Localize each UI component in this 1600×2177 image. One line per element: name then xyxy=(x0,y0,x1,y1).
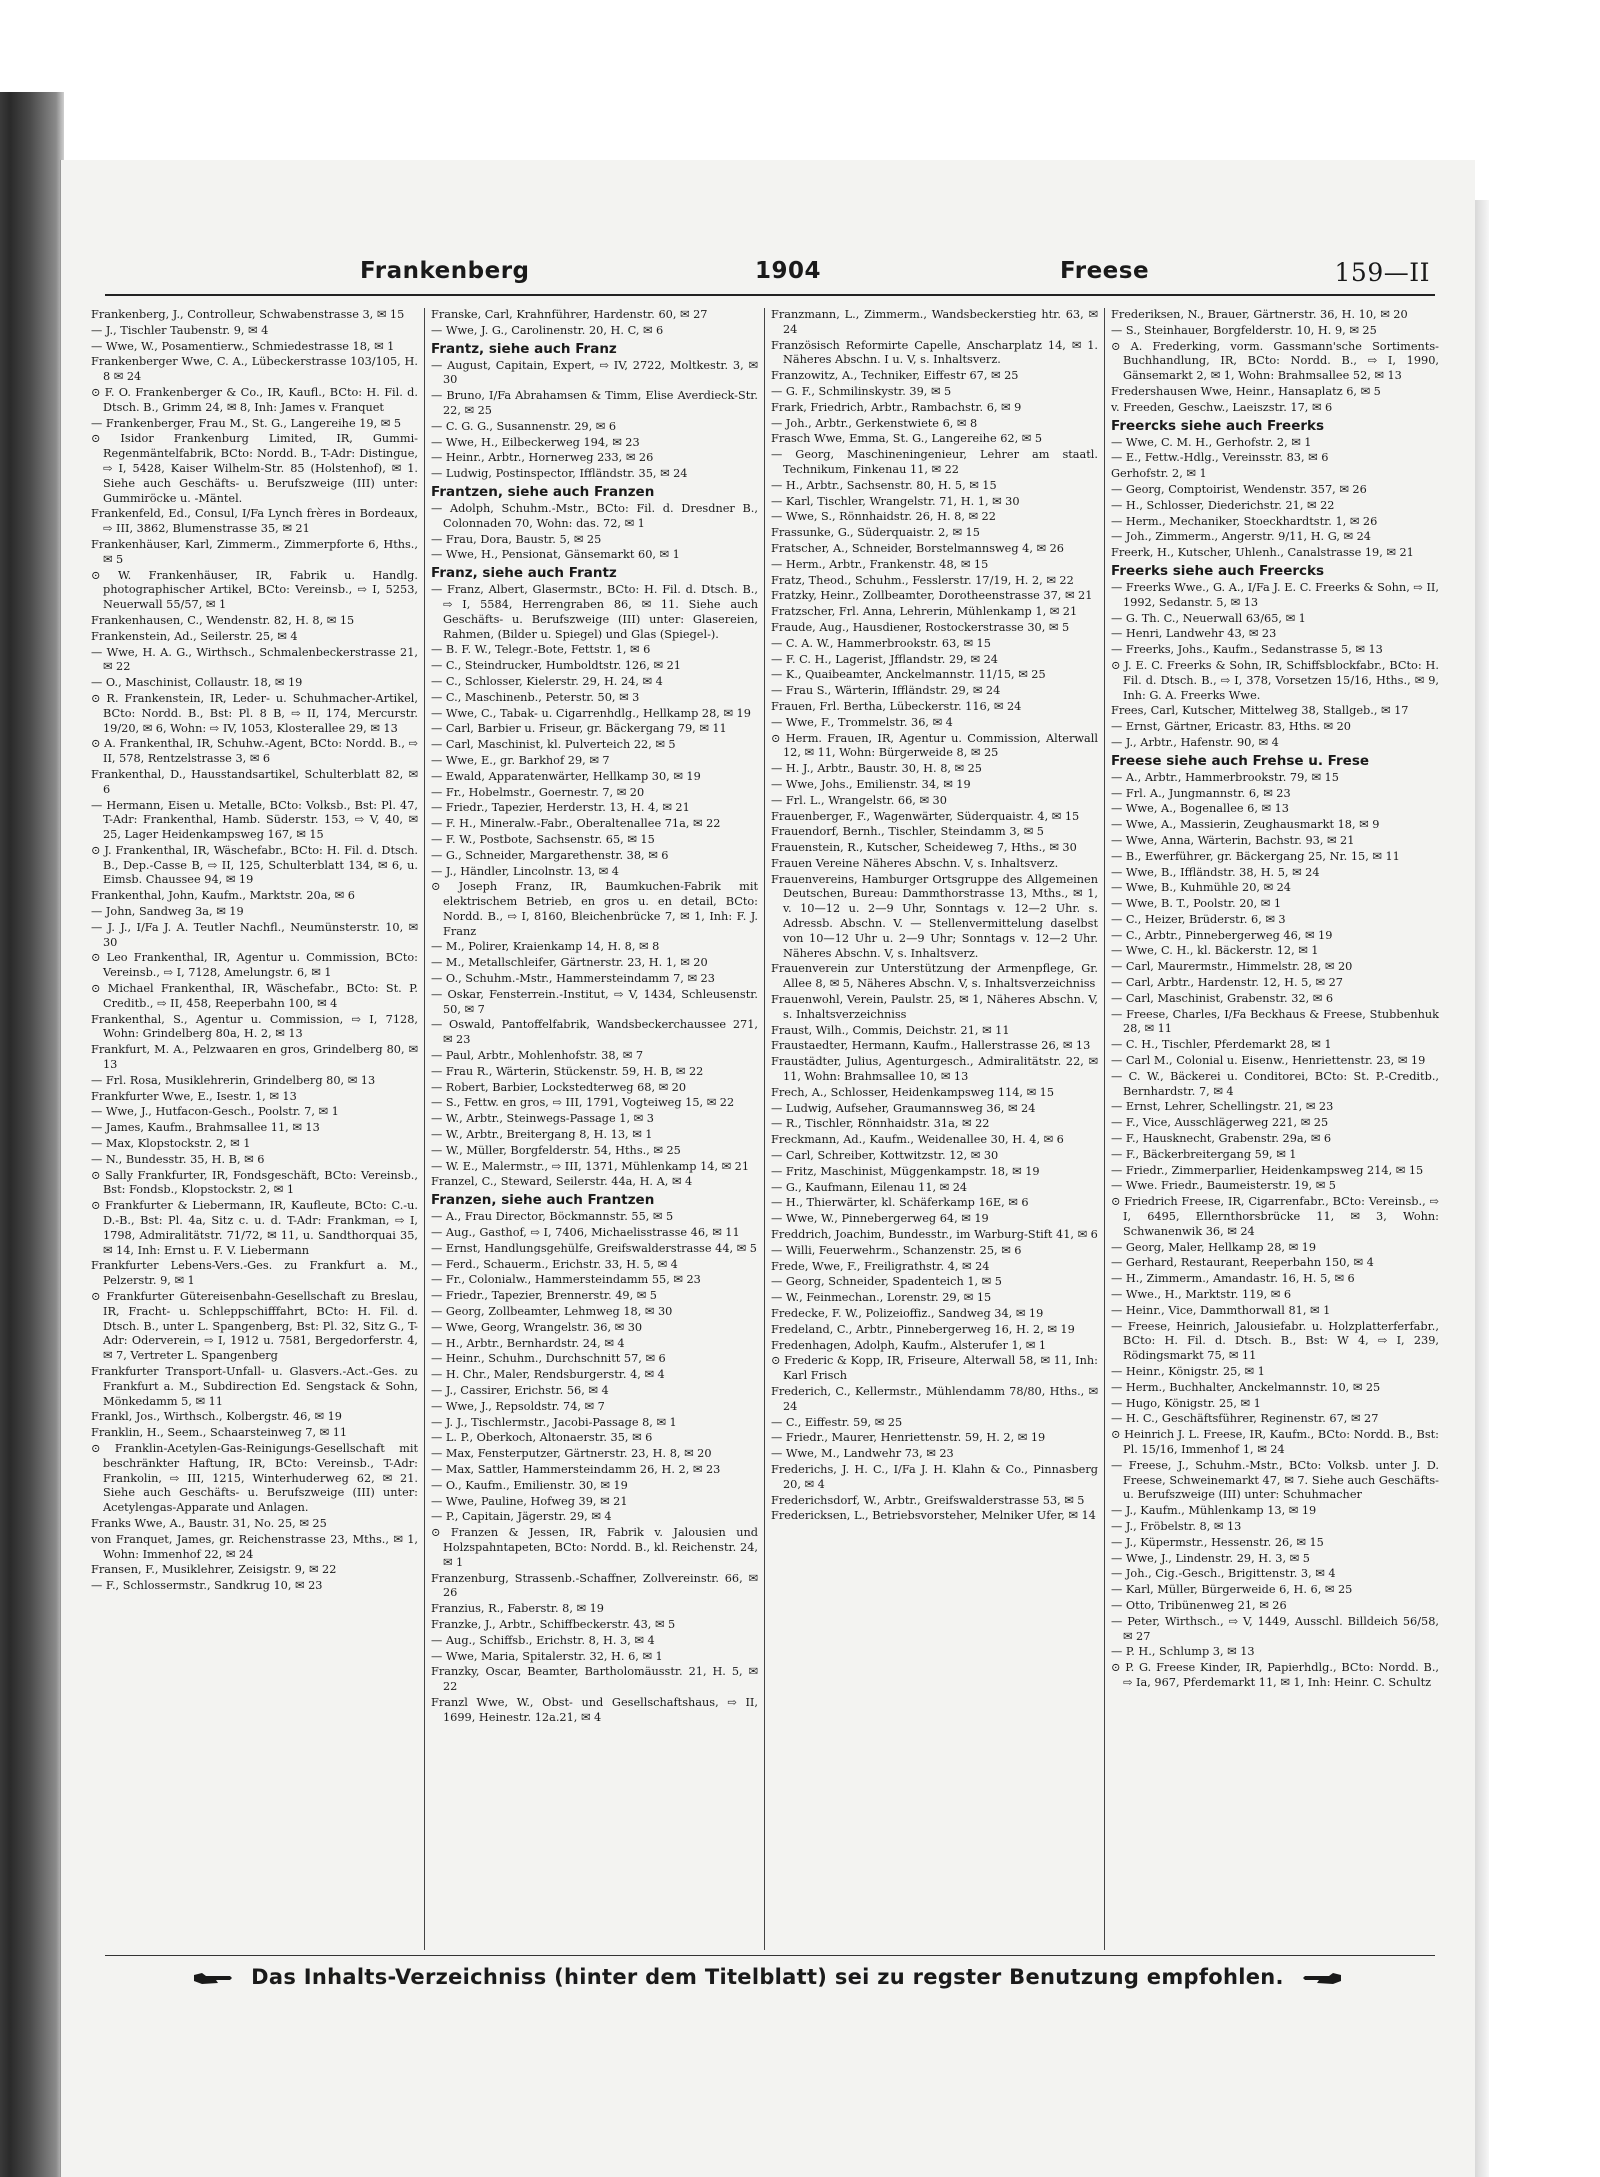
directory-entry: — Freese, J., Schuhm.-Mstr., BCto: Volksb. unter J. D. Freese, Schweinemarkt 47, ✉ 7. Siehe auch Geschäfts- u. Berufszweige (III) unter: Schuhmacher xyxy=(1111,1458,1439,1502)
directory-entry: — C., Steindrucker, Humboldtstr. 126, ✉ 21 xyxy=(431,659,681,673)
directory-entry: Frasch Wwe, Emma, St. G., Langereihe 62, ✉ 5 xyxy=(771,432,1043,446)
directory-entry: Frauenberger, F., Wagenwärter, Süderquaistr. 4, ✉ 15 xyxy=(771,809,1080,823)
directory-entry: Fredershausen Wwe, Heinr., Hansaplatz 6, ✉ 5 xyxy=(1111,384,1381,398)
header-last-entry: Freese xyxy=(1060,258,1150,284)
directory-entry: — Ernst, Handlungsgehülfe, Greifswalderstrasse 44, ✉ 5 xyxy=(431,1241,757,1255)
directory-entry: Frankenstein, Ad., Seilerstr. 25, ✉ 4 xyxy=(91,629,298,643)
directory-entry: — Freerks Wwe., G. A., I/Fa J. E. C. Freerks & Sohn, ⇨ II, 1992, Sedanstr. 5, ✉ 13 xyxy=(1111,580,1439,609)
directory-entry: — Friedr., Maurer, Henriettenstr. 59, H. 2, ✉ 19 xyxy=(771,1431,1046,1445)
directory-entry: ⊙ Leo Frankenthal, IR, Agentur u. Commission, BCto: Vereinsb., ⇨ I, 7128, Amelungstr. 6, ✉ 1 xyxy=(91,951,418,980)
directory-entry: — B., Ewerführer, gr. Bäckergang 25, Nr. 15, ✉ 11 xyxy=(1111,849,1400,863)
directory-entry: — F. H., Mineralw.-Fabr., Oberaltenallee 71a, ✉ 22 xyxy=(431,817,721,831)
directory-entry: Gerhofstr. 2, ✉ 1 xyxy=(1111,467,1207,481)
directory-entry: — H., Thierwärter, kl. Schäferkamp 16E, ✉ 6 xyxy=(771,1196,1029,1210)
directory-entry: — Ferd., Schauerm., Erichstr. 33, H. 5, ✉ 4 xyxy=(431,1257,678,1271)
directory-entry: — Georg, Zollbeamter, Lehmweg 18, ✉ 30 xyxy=(431,1305,673,1319)
directory-entry: — J., Cassirer, Erichstr. 56, ✉ 4 xyxy=(431,1384,609,1397)
directory-entry: — H., Arbtr., Sachsenstr. 80, H. 5, ✉ 15 xyxy=(771,478,997,492)
directory-entry: — N., Bundesstr. 35, H. B, ✉ 6 xyxy=(91,1152,265,1166)
directory-entry: — Fr., Colonialw., Hammersteindamm 55, ✉ 23 xyxy=(431,1273,701,1287)
directory-entry: — Bruno, I/Fa Abrahamsen & Timm, Elise Averdieck-Str. 22, ✉ 25 xyxy=(431,389,758,417)
directory-entry: — Karl, Müller, Bürgerweide 6, H. 6, ✉ 25 xyxy=(1111,1583,1353,1597)
directory-entry: — J., Händler, Lincolnstr. 13, ✉ 4 xyxy=(431,864,619,878)
directory-entry: — J. J., I/Fa J. A. Teutler Nachfl., Neumünsterstr. 10, ✉ 30 xyxy=(91,920,418,949)
directory-entry: — A., Arbtr., Hammerbrookstr. 79, ✉ 15 xyxy=(1111,770,1339,784)
directory-entry: — L. P., Oberkoch, Altonaerstr. 35, ✉ 6 xyxy=(431,1431,653,1445)
directory-entry: Frankenberger Wwe, C. A., Lübeckerstrasse 103/105, H. 8 ✉ 24 xyxy=(91,355,418,384)
directory-entry: — J., Tischler Taubenstr. 9, ✉ 4 xyxy=(91,323,269,337)
directory-entry: — Wwe, B. T., Poolstr. 20, ✉ 1 xyxy=(1111,897,1282,911)
directory-entry: — Peter, Wirthsch., ⇨ V, 1449, Ausschl. Billdeich 56/58, ✉ 27 xyxy=(1111,1614,1439,1643)
directory-entry: — Georg, Maschineningenieur, Lehrer am staatl. Technikum, Finkenau 11, ✉ 22 xyxy=(771,448,1098,476)
directory-entry: — Frau, Dora, Baustr. 5, ✉ 25 xyxy=(431,532,602,546)
footer-rule xyxy=(105,1955,1435,1956)
directory-entry: — Wwe, Georg, Wrangelstr. 36, ✉ 30 xyxy=(431,1320,643,1334)
directory-entry: — Aug., Schiffsb., Erichstr. 8, H. 3, ✉ 4 xyxy=(431,1633,655,1647)
directory-entry: Fratzscher, Frl. Anna, Lehrerin, Mühlenkamp 1, ✉ 21 xyxy=(771,605,1078,619)
directory-entry: — Wwe, M., Landwehr 73, ✉ 23 xyxy=(771,1447,954,1461)
directory-entry: — C. A. W., Hammerbrookstr. 63, ✉ 15 xyxy=(771,636,991,650)
directory-entry: Frederich, C., Kellermstr., Mühlendamm 78/80, Hths., ✉ 24 xyxy=(771,1384,1098,1413)
directory-entry: ⊙ F. O. Frankenberger & Co., IR, Kaufl., BCto: H. Fil. d. Dtsch. B., Grimm 24, ✉ 8, Inh: James v. Franquet xyxy=(91,385,418,414)
directory-entry: ⊙ Frankfurter & Liebermann, IR, Kaufleute, BCto: C.-u. D.-B., Bst: Pl. 4a, Sitz c. u. d. T-Adr: Frankman, ⇨ I, 1798, Admiralitätstr. 71/72, ✉ 11, u. Sandthorquai 35, ✉ 14, Inh: Ernst u. F. V. Liebermann xyxy=(91,1199,418,1257)
pointing-hand-left-icon xyxy=(1301,1969,1343,1987)
directory-entry: — Wwe, H. A. G., Wirthsch., Schmalenbeckerstrasse 21, ✉ 22 xyxy=(91,645,418,674)
directory-entry: — H., Zimmerm., Amandastr. 16, H. 5, ✉ 6 xyxy=(1111,1272,1355,1286)
directory-entry: — G., Kaufmann, Eilenau 11, ✉ 24 xyxy=(771,1180,968,1194)
directory-entry: — Karl, Tischler, Wrangelstr. 71, H. 1, ✉ 30 xyxy=(771,494,1020,508)
directory-entry: ⊙ Herm. Frauen, IR, Agentur u. Commission, Alterwall 12, ✉ 11, Wohn: Bürgerweide 8, ✉ 25 xyxy=(771,731,1098,760)
directory-entry: — Gerhard, Restaurant, Reeperbahn 150, ✉ 4 xyxy=(1111,1256,1374,1270)
directory-column xyxy=(1105,308,1445,1950)
directory-entry: — W., Feinmechan., Lorenstr. 29, ✉ 15 xyxy=(771,1291,992,1305)
directory-entry: — M., Metallschleifer, Gärtnerstr. 23, H. 1, ✉ 20 xyxy=(431,956,708,970)
directory-entry: ⊙ W. Frankenhäuser, IR, Fabrik u. Handlg. photographischer Artikel, BCto: Vereinsb., ⇨ I, 5253, Neuerwall 55/57, ✉ 1 xyxy=(91,568,418,612)
directory-entry: — Wwe, W., Posamentierw., Schmiedestrasse 18, ✉ 1 xyxy=(91,339,395,353)
directory-entry: Frark, Friedrich, Arbtr., Rambachstr. 6, ✉ 9 xyxy=(771,400,1022,414)
directory-entry: — Friedr., Zimmerparlier, Heidenkampsweg 214, ✉ 15 xyxy=(1111,1163,1424,1177)
directory-entry: Frauendorf, Bernh., Tischler, Steindamm 3, ✉ 5 xyxy=(771,825,1044,839)
directory-entry: ⊙ Joseph Franz, IR, Baumkuchen-Fabrik mit elektrischem Betrieb, en gros u. en detail, BCto: Nordd. B., ⇨ I, 8160, Bleichenbrücke 7, ✉ 1, Inh: F. J. Franz xyxy=(431,880,758,938)
directory-entry: — Wwe, Johs., Emilienstr. 34, ✉ 19 xyxy=(771,777,971,791)
directory-entry: Frantzen, siehe auch Franzen xyxy=(431,483,655,500)
directory-entry: Franzel, C., Steward, Seilerstr. 44a, H. A, ✉ 4 xyxy=(431,1175,693,1189)
directory-entry: ⊙ Heinrich J. L. Freese, IR, Kaufm., BCto: Nordd. B., Bst: Pl. 15/16, Immenhof 1, ✉ 24 xyxy=(1111,1428,1439,1456)
directory-entry: Fredenhagen, Adolph, Kaufm., Alsterufer 1, ✉ 1 xyxy=(771,1338,1047,1352)
directory-entry: — Joh., Cig.-Gesch., Brigittenstr. 3, ✉ 4 xyxy=(1111,1567,1336,1581)
directory-entry: — H. Chr., Maler, Rendsburgerstr. 4, ✉ 4 xyxy=(431,1368,665,1382)
directory-entry: — Wwe, J., Hutfacon-Gesch., Poolstr. 7, ✉ 1 xyxy=(91,1105,339,1119)
directory-entry: — Hugo, Königstr. 25, ✉ 1 xyxy=(1111,1396,1261,1410)
directory-entry: — Heinr., Königstr. 25, ✉ 1 xyxy=(1111,1365,1265,1378)
directory-entry: Freerks siehe auch Freercks xyxy=(1111,562,1325,579)
directory-entry: — Joh., Arbtr., Gerkenstwiete 6, ✉ 8 xyxy=(771,416,978,430)
directory-entry: — P., Capitain, Jägerstr. 29, ✉ 4 xyxy=(431,1510,612,1524)
directory-entry: Frauen Vereine Näheres Abschn. V, s. Inhaltsverz. xyxy=(771,856,1059,870)
directory-entry: — Paul, Arbtr., Mohlenhofstr. 38, ✉ 7 xyxy=(431,1049,644,1063)
directory-entry: — E., Fettw.-Hdlg., Vereinsstr. 83, ✉ 6 xyxy=(1111,451,1329,465)
directory-entry: Freckmann, Ad., Kaufm., Weidenallee 30, H. 4, ✉ 6 xyxy=(771,1133,1064,1147)
directory-entry: ⊙ Michael Frankenthal, IR, Wäschefabr., BCto: St. P. Creditb., ⇨ II, 458, Reeperbahn 100, ✉ 4 xyxy=(91,982,418,1010)
directory-entry: — C. H., Tischler, Pferdemarkt 28, ✉ 1 xyxy=(1111,1038,1332,1052)
directory-entry: Frankenhäuser, Karl, Zimmerm., Zimmerpforte 6, Hths., ✉ 5 xyxy=(91,537,418,566)
directory-entry: Frederichs, J. H. C., I/Fa J. H. Klahn & Co., Pinnasberg 20, ✉ 4 xyxy=(771,1462,1098,1491)
directory-entry: — Wwe. Friedr., Baumeisterstr. 19, ✉ 5 xyxy=(1111,1179,1336,1193)
directory-entry: — Wwe, J., Repsoldstr. 74, ✉ 7 xyxy=(431,1399,605,1413)
directory-entry: — Ewald, Apparatenwärter, Hellkamp 30, ✉ 19 xyxy=(431,769,701,783)
directory-entry: — Frl. A., Jungmannstr. 6, ✉ 23 xyxy=(1111,786,1291,800)
directory-entry: Frankl, Jos., Wirthsch., Kolbergstr. 46, ✉ 19 xyxy=(91,1410,342,1424)
directory-entry: ⊙ Friedrich Freese, IR, Cigarrenfabr., BCto: Vereinsb., ⇨ I, 6495, Ellernthorsbrücke 11, ✉ 3, Wohn: Schwanenwik 36, ✉ 24 xyxy=(1111,1195,1439,1238)
directory-entry: — Wwe, C. H., kl. Bäckerstr. 12, ✉ 1 xyxy=(1111,944,1319,958)
directory-entry: — C., Maschinenb., Peterstr. 50, ✉ 3 xyxy=(431,690,640,704)
directory-entry: Frauenvereins, Hamburger Ortsgruppe des Allgemeinen Deutschen, Bureau: Dammthorstrasse 13, Mths., ✉ 1, v. 10—12 u. 2—9 Uhr, Sonntags v. 12—2 Uhr. s. Adressb. Abschn. V. — Stellenvermittelung daselbst von 10—12 Uhr u. 2—9 Uhr; Sonntags v. 12—2 Uhr. Näheres Abschn. V, s. Inhaltsverz. xyxy=(771,872,1098,960)
directory-entry: — Wwe, H., Eilbeckerweg 194, ✉ 23 xyxy=(431,435,640,449)
directory-entry: — H., Schlosser, Diederichstr. 21, ✉ 22 xyxy=(1111,498,1335,512)
directory-entry: — Carl M., Colonial u. Eisenw., Henriettenstr. 23, ✉ 19 xyxy=(1111,1054,1426,1068)
directory-entry: — Wwe, W., Pinnebergerweg 64, ✉ 19 xyxy=(771,1212,989,1226)
directory-entry: — W. E., Malermstr., ⇨ III, 1371, Mühlenkamp 14, ✉ 21 xyxy=(431,1159,750,1173)
running-head xyxy=(105,254,1435,296)
directory-entry: Frankenthal, John, Kaufm., Marktstr. 20a, ✉ 6 xyxy=(91,889,355,903)
directory-entry: — Oswald, Pantoffelfabrik, Wandsbeckerchaussee 271, ✉ 23 xyxy=(431,1018,758,1047)
directory-entry: — Friedr., Tapezier, Brennerstr. 49, ✉ 5 xyxy=(431,1289,657,1303)
directory-entry: — S., Steinhauer, Borgfelderstr. 10, H. 9, ✉ 25 xyxy=(1111,323,1377,337)
directory-entry: — F., Bäckerbreitergang 59, ✉ 1 xyxy=(1111,1147,1297,1161)
directory-entry: Fratz, Theod., Schuhm., Fesslerstr. 17/19, H. 2, ✉ 22 xyxy=(771,573,1074,587)
directory-entry: — J. J., Tischlermstr., Jacobi-Passage 8, ✉ 1 xyxy=(431,1415,677,1429)
directory-entry: — O., Maschinist, Collaustr. 18, ✉ 19 xyxy=(91,676,303,690)
directory-entry: — Frl. L., Wrangelstr. 66, ✉ 30 xyxy=(771,793,947,807)
directory-entry: — C., Arbtr., Pinnebergerweg 46, ✉ 19 xyxy=(1111,928,1333,942)
pointing-hand-right-icon xyxy=(192,1969,234,1987)
directory-entry: — K., Quaibeamter, Anckelmannstr. 11/15, ✉ 25 xyxy=(771,668,1046,682)
directory-entry: Frankenthal, D., Hausstandsartikel, Schulterblatt 82, ✉ 6 xyxy=(91,767,418,796)
directory-entry: — Aug., Gasthof, ⇨ I, 7406, Michaelisstrasse 46, ✉ 11 xyxy=(431,1226,740,1240)
directory-entry: Frauen, Frl. Bertha, Lübeckerstr. 116, ✉ 24 xyxy=(771,699,1022,713)
directory-entry: Französisch Reformirte Capelle, Anscharplatz 14, ✉ 1. Näheres Abschn. I u. V, s. Inhaltsverz. xyxy=(771,338,1098,367)
directory-entry: — F. W., Postbote, Sachsenstr. 65, ✉ 15 xyxy=(431,832,655,846)
directory-entry: — S., Fettw. en gros, ⇨ III, 1791, Vogteiweg 15, ✉ 22 xyxy=(431,1096,735,1110)
directory-entry: — F. C. H., Lagerist, Jfflandstr. 29, ✉ 24 xyxy=(771,652,998,666)
directory-entry: — Wwe, S., Rönnhaidstr. 26, H. 8, ✉ 22 xyxy=(771,510,996,524)
directory-entry: Frankenhausen, C., Wendenstr. 82, H. 8, ✉ 15 xyxy=(91,613,355,627)
directory-entry: — Fr., Hobelmstr., Goernestr. 7, ✉ 20 xyxy=(431,785,645,799)
directory-entry: Freercks siehe auch Freerks xyxy=(1111,417,1325,434)
directory-entry: — Henri, Landwehr 43, ✉ 23 xyxy=(1111,627,1277,641)
directory-entry: — J., Fröbelstr. 8, ✉ 13 xyxy=(1111,1519,1242,1533)
directory-entry: ⊙ A. Frederking, vorm. Gassmann'sche Sortiments-Buchhandlung, IR, BCto: Nordd. B., ⇨ I, 1990, Gänsemarkt 2, ✉ 1, Wohn: Brahmsallee 52, ✉ 13 xyxy=(1111,339,1439,383)
directory-entry: — Friedr., Tapezier, Herderstr. 13, H. 4, ✉ 21 xyxy=(431,801,690,815)
directory-entry: — Max, Sattler, Hammersteindamm 26, H. 2, ✉ 23 xyxy=(431,1462,721,1476)
directory-entry: Frees, Carl, Kutscher, Mittelweg 38, Stallgeb., ✉ 17 xyxy=(1111,704,1409,718)
directory-entry: — Wwe, H., Pensionat, Gänsemarkt 60, ✉ 1 xyxy=(431,548,680,562)
directory-entry: Frech, A., Schlosser, Heidenkampsweg 114, ✉ 15 xyxy=(771,1085,1055,1099)
directory-entry: — O., Schuhm.-Mstr., Hammersteindamm 7, ✉ 23 xyxy=(431,972,715,986)
directory-entry: Frankfurter Lebens-Vers.-Ges. zu Frankfurt a. M., Pelzerstr. 9, ✉ 1 xyxy=(91,1259,418,1288)
directory-entry: ⊙ A. Frankenthal, IR, Schuhw.-Agent, BCto: Nordd. B., ⇨ II, 578, Rentzelstrasse 3, ✉ 6 xyxy=(91,737,418,766)
directory-entry: — W., Arbtr., Steinwegs-Passage 1, ✉ 3 xyxy=(431,1112,654,1126)
directory-entry: — Hermann, Eisen u. Metalle, BCto: Volksb., Bst: Pl. 47, T-Adr: Frankenthal, Hamb. Süderstr. 153, ⇨ V, 40, ✉ 25, Lager Heidenkampsweg 167, ✉ 15 xyxy=(91,798,418,842)
directory-entry: — Fritz, Maschinist, Müggenkampstr. 18, ✉ 19 xyxy=(771,1164,1040,1178)
directory-entry: Franzl Wwe, W., Obst- und Gesellschaftshaus, ⇨ II, 1699, Heinestr. 12a.21, ✉ 4 xyxy=(431,1695,758,1724)
directory-entry: — C., Schlosser, Kielerstr. 29, H. 24, ✉ 4 xyxy=(431,674,663,688)
directory-entry: — Wwe, E., gr. Barkhof 29, ✉ 7 xyxy=(431,753,610,767)
directory-entry: Franzke, J., Arbtr., Schiffbeckerstr. 43, ✉ 5 xyxy=(431,1617,676,1631)
directory-entry: — F., Vice, Ausschlägerweg 221, ✉ 25 xyxy=(1111,1116,1329,1130)
directory-entry: ⊙ Franklin-Acetylen-Gas-Reinigungs-Gesellschaft mit beschränkter Haftung, IR, BCto: Vereinsb., T-Adr: Frankolin, ⇨ III, 1215, Winterhuderweg 62, ✉ 21. Siehe auch Geschäfts- u. Berufszweige (III) unter: Acetylengas-Apparate und Anlagen. xyxy=(91,1441,418,1515)
directory-entry: — Carl, Schreiber, Kottwitzstr. 12, ✉ 30 xyxy=(771,1149,999,1163)
directory-entry: Franzenburg, Strassenb.-Schaffner, Zollvereinstr. 66, ✉ 26 xyxy=(431,1571,758,1600)
directory-entry: ⊙ J. Frankenthal, IR, Wäschefabr., BCto: H. Fil. d. Dtsch. B., Dep.-Casse B, ⇨ II, 125, Schulterblatt 134, ✉ 6, u. Eimsb. Chaussee 94, ✉ 19 xyxy=(91,843,418,887)
directory-entry: — B. F. W., Telegr.-Bote, Fettstr. 1, ✉ 6 xyxy=(431,643,651,657)
directory-entry: ⊙ Frankfurter Gütereisenbahn-Gesellschaft zu Breslau, IR, Fracht- u. Schleppschifffahrt, BCto: H. Fil. d. Dtsch. B., unter L. Spangenberg, Bst: Pl. 32, Sitz G., T-Adr: Oderverein, ⇨ I, 1912 u. 7581, Bergedorferstr. 4, ✉ 7, Vertreter L. Spangenberg xyxy=(91,1290,418,1363)
directory-entry: — Georg, Schneider, Spadenteich 1, ✉ 5 xyxy=(771,1275,1002,1289)
directory-entry: Fratscher, A., Schneider, Borstelmannsweg 4, ✉ 26 xyxy=(771,541,1064,555)
directory-entry: Frauenstein, R., Kutscher, Scheideweg 7, Hths., ✉ 30 xyxy=(771,841,1077,855)
directory-entry: Franzky, Oscar, Beamter, Bartholomäusstr. 21, H. 5, ✉ 22 xyxy=(431,1665,758,1694)
directory-entry: Fraustaedter, Hermann, Kaufm., Hallerstrasse 26, ✉ 13 xyxy=(771,1039,1091,1053)
directory-columns xyxy=(85,308,1445,1950)
header-year: 1904 xyxy=(755,258,822,284)
directory-entry: — G. F., Schmilinskystr. 39, ✉ 5 xyxy=(771,384,952,398)
footer-text: Das Inhalts-Verzeichniss (hinter dem Titelblatt) sei zu regster Benutzung empfohlen. xyxy=(251,1965,1284,1989)
directory-entry: — H., Arbtr., Bernhardstr. 24, ✉ 4 xyxy=(431,1336,625,1350)
directory-entry: Frankfurt, M. A., Pelzwaaren en gros, Grindelberg 80, ✉ 13 xyxy=(91,1043,418,1072)
directory-entry: — F., Hausknecht, Grabenstr. 29a, ✉ 6 xyxy=(1111,1132,1332,1146)
directory-entry: — Ernst, Lehrer, Schellingstr. 21, ✉ 23 xyxy=(1111,1100,1334,1114)
directory-entry: Fratzky, Heinr., Zollbeamter, Dorotheenstrasse 37, ✉ 21 xyxy=(771,589,1093,603)
directory-entry: Frankfurter Transport-Unfall- u. Glasvers.-Act.-Ges. zu Frankfurt a. M., Subdirection Ed. Sengstack & Sohn, Mönkedamm 5, ✉ 11 xyxy=(91,1364,418,1408)
scanned-book-spine xyxy=(0,92,64,2177)
directory-entry: ⊙ Franzen & Jessen, IR, Fabrik v. Jalousien und Holzspahntapeten, BCto: Nordd. B., kl. Reichenstr. 24, ✉ 1 xyxy=(431,1526,758,1569)
directory-entry: ⊙ Sally Frankfurter, IR, Fondsgeschäft, BCto: Vereinsb., Bst: Fondsb., Klopstockstr. 2, ✉ 1 xyxy=(91,1168,418,1197)
directory-entry: — Wwe, B., Kuhmühle 20, ✉ 24 xyxy=(1111,881,1291,895)
directory-entry: — Joh., Zimmerm., Angerstr. 9/11, H. G, ✉ 24 xyxy=(1111,530,1371,544)
directory-entry: — Wwe, F., Trommelstr. 36, ✉ 4 xyxy=(771,715,953,729)
directory-entry: — C. G. G., Susannenstr. 29, ✉ 6 xyxy=(431,419,617,433)
directory-entry: — H. C., Geschäftsführer, Reginenstr. 67, ✉ 27 xyxy=(1111,1412,1379,1426)
directory-entry: Frankenthal, S., Agentur u. Commission, ⇨ I, 7128, Wohn: Grindelberg 80a, H. 2, ✉ 13 xyxy=(91,1012,418,1041)
directory-entry: — Adolph, Schuhm.-Mstr., BCto: Fil. d. Dresdner B., Colonnaden 70, Wohn: das. 72, ✉ 1 xyxy=(431,501,758,530)
directory-entry: Frederiksen, N., Brauer, Gärtnerstr. 36, H. 10, ✉ 20 xyxy=(1111,308,1408,321)
directory-entry: — Freerks, Johs., Kaufm., Sedanstrasse 5, ✉ 13 xyxy=(1111,643,1383,657)
directory-entry: — Willi, Feuerwehrm., Schanzenstr. 25, ✉ 6 xyxy=(771,1243,1022,1257)
directory-entry: — Wwe, J., Lindenstr. 29, H. 3, ✉ 5 xyxy=(1111,1551,1310,1565)
directory-entry: Fredeland, C., Arbtr., Pinnebergerweg 16, H. 2, ✉ 19 xyxy=(771,1322,1075,1336)
directory-entry: Franske, Carl, Krahnführer, Hardenstr. 60, ✉ 27 xyxy=(431,308,708,321)
directory-entry: — Herm., Buchhalter, Anckelmannstr. 10, ✉ 25 xyxy=(1111,1380,1381,1394)
directory-entry: von Franquet, James, gr. Reichenstrasse 23, Mths., ✉ 1, Wohn: Immenhof 22, ✉ 24 xyxy=(91,1532,418,1561)
directory-entry: — Herm., Arbtr., Frankenstr. 48, ✉ 15 xyxy=(771,557,989,571)
directory-entry: — Ludwig, Aufseher, Graumannsweg 36, ✉ 24 xyxy=(771,1101,1036,1115)
directory-entry: Franzowitz, A., Techniker, Eiffestr 67, ✉ 25 xyxy=(771,369,1019,383)
footer-notice xyxy=(60,1965,1475,1989)
directory-entry: Franks Wwe, A., Baustr. 31, No. 25, ✉ 25 xyxy=(91,1516,327,1530)
directory-entry: Freerk, H., Kutscher, Uhlenh., Canalstrasse 19, ✉ 21 xyxy=(1111,546,1414,560)
directory-entry: — Wwe, A., Bogenallee 6, ✉ 13 xyxy=(1111,802,1289,816)
directory-entry: — Carl, Maschinist, kl. Pulverteich 22, ✉ 5 xyxy=(431,738,676,752)
directory-entry: — Heinr., Schuhm., Durchschnitt 57, ✉ 6 xyxy=(431,1352,666,1366)
directory-entry: — A., Frau Director, Böckmannstr. 55, ✉ 5 xyxy=(431,1210,674,1224)
directory-entry: ⊙ Frederic & Kopp, IR, Friseure, Alterwall 58, ✉ 11, Inh: Karl Frisch xyxy=(771,1354,1098,1383)
directory-entry: — W., Müller, Borgfelderstr. 54, Hths., ✉ 25 xyxy=(431,1143,681,1157)
directory-entry: Franzen, siehe auch Frantzen xyxy=(431,1192,655,1209)
directory-column xyxy=(85,308,425,1950)
directory-column xyxy=(425,308,765,1950)
directory-entry: — Frau S., Wärterin, Iffländstr. 29, ✉ 24 xyxy=(771,684,1001,698)
directory-entry: Frantz, siehe auch Franz xyxy=(431,340,617,357)
directory-entry: — Carl, Arbtr., Hardenstr. 12, H. 5, ✉ 27 xyxy=(1111,976,1343,990)
directory-entry: Frauenverein zur Unterstützung der Armenpflege, Gr. Allee 8, ✉ 5, Näheres Abschn. V, s. Inhaltsverzeichniss xyxy=(771,962,1098,991)
directory-entry: Freddrich, Joachim, Bundesstr., im Warburg-Stift 41, ✉ 6 xyxy=(771,1228,1098,1242)
directory-entry: — F., Schlossermstr., Sandkrug 10, ✉ 23 xyxy=(91,1579,323,1593)
directory-entry: — C., Heizer, Brüderstr. 6, ✉ 3 xyxy=(1111,912,1286,926)
directory-entry: Freese siehe auch Frehse u. Frese xyxy=(1111,752,1370,769)
directory-entry: — Frau R., Wärterin, Stückenstr. 59, H. B, ✉ 22 xyxy=(431,1064,704,1078)
directory-entry: ⊙ R. Frankenstein, IR, Leder- u. Schuhmacher-Artikel, BCto: Nordd. B., Bst: Pl. 8 B, ⇨ II, 174, Mercurstr. 19/20, ✉ 6, Wohn: ⇨ IV, 1053, Klosterallee 29, ✉ 13 xyxy=(91,691,418,735)
directory-entry: Fraustädter, Julius, Agenturgesch., Admiralitätstr. 22, ✉ 11, Wohn: Brahmsallee 10, ✉ 13 xyxy=(771,1055,1098,1084)
directory-entry: — Frankenberger, Frau M., St. G., Langereihe 19, ✉ 5 xyxy=(91,416,402,430)
directory-entry: — James, Kaufm., Brahmsallee 11, ✉ 13 xyxy=(91,1121,320,1135)
directory-entry: — G. Th. C., Neuerwall 63/65, ✉ 1 xyxy=(1111,611,1306,625)
directory-entry: — Freese, Heinrich, Jalousiefabr. u. Holzplatterferfabr., BCto: H. Fil. d. Dtsch. B., Bst: W 4, ⇨ I, 239, Rödingsmarkt 75, ✉ 11 xyxy=(1111,1319,1439,1363)
directory-entry: — W., Arbtr., Breitergang 8, H. 13, ✉ 1 xyxy=(431,1128,653,1142)
directory-entry: — Wwe, A., Massierin, Zeughausmarkt 18, ✉ 9 xyxy=(1111,818,1380,832)
directory-entry: Frederichsdorf, W., Arbtr., Greifswalderstrasse 53, ✉ 5 xyxy=(771,1493,1085,1507)
directory-entry: Fransen, F., Musiklehrer, Zeisigstr. 9, ✉ 22 xyxy=(91,1563,337,1577)
directory-entry: Frankfurter Wwe, E., Isestr. 1, ✉ 13 xyxy=(91,1089,297,1103)
directory-entry: Frassunke, G., Süderquaistr. 2, ✉ 15 xyxy=(771,526,980,540)
directory-entry: — Wwe, Pauline, Hofweg 39, ✉ 21 xyxy=(431,1494,628,1508)
directory-entry: Fredecke, F. W., Polizeioffiz., Sandweg 34, ✉ 19 xyxy=(771,1307,1044,1320)
directory-entry: — H. J., Arbtr., Baustr. 30, H. 8, ✉ 25 xyxy=(771,762,982,776)
directory-entry: — Oskar, Fensterrein.-Institut, ⇨ V, 1434, Schleusenstr. 50, ✉ 7 xyxy=(431,987,758,1016)
directory-entry: — J., Küpermstr., Hessenstr. 26, ✉ 15 xyxy=(1111,1535,1324,1549)
directory-entry: — Robert, Barbier, Lockstedterweg 68, ✉ 20 xyxy=(431,1080,687,1094)
directory-entry: — P. H., Schlump 3, ✉ 13 xyxy=(1111,1645,1255,1659)
directory-entry: Franz, siehe auch Frantz xyxy=(431,565,617,582)
directory-entry: ⊙ P. G. Freese Kinder, IR, Papierhdlg., BCto: Nordd. B., ⇨ Ia, 967, Pferdemarkt 11, ✉ 1, Inh: Heinr. C. Schultz xyxy=(1111,1661,1439,1689)
directory-entry: Frede, Wwe, F., Freiligrathstr. 4, ✉ 24 xyxy=(771,1259,990,1273)
directory-entry: — Herm., Mechaniker, Stoeckhardtstr. 1, ✉ 26 xyxy=(1111,514,1378,528)
directory-entry: — Carl, Maschinist, Grabenstr. 32, ✉ 6 xyxy=(1111,991,1334,1005)
directory-entry: Fredericksen, L., Betriebsvorsteher, Melniker Ufer, ✉ 14 xyxy=(771,1509,1096,1523)
directory-entry: — Wwe, J. G., Carolinenstr. 20, H. C, ✉ 6 xyxy=(431,323,664,337)
directory-entry: — Georg, Comptoirist, Wendenstr. 357, ✉ 26 xyxy=(1111,482,1367,496)
directory-entry: — C. W., Bäckerei u. Conditorei, BCto: St. P.-Creditb., Bernhardstr. 7, ✉ 4 xyxy=(1111,1069,1439,1098)
directory-entry: — J., Kaufm., Mühlenkamp 13, ✉ 19 xyxy=(1111,1504,1317,1518)
directory-entry: Fraust, Wilh., Commis, Deichstr. 21, ✉ 11 xyxy=(771,1023,1010,1037)
header-first-entry: Frankenberg xyxy=(360,258,530,284)
directory-entry: — M., Polirer, Kraienkamp 14, H. 8, ✉ 8 xyxy=(431,940,660,954)
directory-entry: — Carl, Maurermstr., Himmelstr. 28, ✉ 20 xyxy=(1111,960,1353,974)
directory-entry: — Otto, Tribünenweg 21, ✉ 26 xyxy=(1111,1598,1287,1612)
directory-page xyxy=(60,160,1475,2177)
directory-entry: — Wwe, C., Tabak- u. Cigarrenhdlg., Hellkamp 28, ✉ 19 xyxy=(431,706,751,720)
directory-entry: — Carl, Barbier u. Friseur, gr. Bäckergang 79, ✉ 11 xyxy=(431,722,727,736)
directory-entry: — John, Sandweg 3a, ✉ 19 xyxy=(91,905,244,919)
directory-entry: — Wwe, Anna, Wärterin, Bachstr. 93, ✉ 21 xyxy=(1111,833,1355,847)
directory-entry: Franzmann, L., Zimmerm., Wandsbeckerstieg htr. 63, ✉ 24 xyxy=(771,308,1098,336)
directory-entry: — Max, Klopstockstr. 2, ✉ 1 xyxy=(91,1137,251,1151)
directory-entry: ⊙ Isidor Frankenburg Limited, IR, Gummi-Regenmäntelfabrik, BCto: Nordd. B., T-Adr: Distingue, ⇨ I, 5428, Kaiser Wilhelm-Str. 85 (Holstenhof), ✉ 1. Siehe auch Geschäfts- u. Berufszweige (III) unter: Gummiröcke u. -Mäntel. xyxy=(91,432,418,505)
directory-entry: Frankenfeld, Ed., Consul, I/Fa Lynch frères in Bordeaux, ⇨ III, 3862, Blumenstrasse 35, ✉ 21 xyxy=(91,507,418,536)
directory-entry: Frauenwohl, Verein, Paulstr. 25, ✉ 1, Näheres Abschn. V, s. Inhaltsverzeichniss xyxy=(771,993,1098,1021)
directory-entry: Franklin, H., Seem., Schaarsteinweg 7, ✉ 11 xyxy=(91,1426,348,1440)
directory-entry: — G., Schneider, Margarethenstr. 38, ✉ 6 xyxy=(431,848,669,862)
directory-entry: — J., Arbtr., Hafenstr. 90, ✉ 4 xyxy=(1111,735,1279,749)
directory-entry: — C., Eiffestr. 59, ✉ 25 xyxy=(771,1415,903,1429)
directory-entry: Frankenberg, J., Controlleur, Schwabenstrasse 3, ✉ 15 xyxy=(91,308,405,321)
directory-entry: v. Freeden, Geschw., Laeiszstr. 17, ✉ 6 xyxy=(1111,400,1333,414)
directory-entry: ⊙ J. E. C. Freerks & Sohn, IR, Schiffsblockfabr., BCto: H. Fil. d. Dtsch. B., ⇨ I, 378, Vorsetzen 15/16, Hths., ✉ 9, Inh: G. A. Freerks Wwe. xyxy=(1111,658,1439,702)
directory-entry: — Wwe, C. M. H., Gerhofstr. 2, ✉ 1 xyxy=(1111,435,1312,449)
directory-entry: — Franz, Albert, Glasermstr., BCto: H. Fil. d. Dtsch. B., ⇨ I, 5584, Herrengraben 86, ✉ 11. Siehe auch Geschäfts- u. Berufszweige (III) unter: Glasereien, Rahmen, (Bilder u. Spiegel) und Glas (Spiegel-). xyxy=(431,583,758,641)
directory-entry: — August, Capitain, Expert, ⇨ IV, 2722, Moltkestr. 3, ✉ 30 xyxy=(431,358,758,387)
page-number: 159—II xyxy=(1334,258,1430,287)
directory-entry: — Wwe, B., Iffländstr. 38, H. 5, ✉ 24 xyxy=(1111,865,1320,879)
directory-entry: — Ludwig, Postinspector, Iffländstr. 35, ✉ 24 xyxy=(431,467,688,481)
directory-entry: — Ernst, Gärtner, Ericastr. 83, Hths. ✉ 20 xyxy=(1111,720,1351,734)
directory-entry: — Wwe., H., Marktstr. 119, ✉ 6 xyxy=(1111,1288,1292,1302)
directory-entry: — Wwe, Maria, Spitalerstr. 32, H. 6, ✉ 1 xyxy=(431,1649,663,1663)
directory-entry: — Georg, Maler, Hellkamp 28, ✉ 19 xyxy=(1111,1240,1317,1254)
directory-column xyxy=(765,308,1105,1950)
directory-entry: — Frl. Rosa, Musiklehrerin, Grindelberg 80, ✉ 13 xyxy=(91,1073,376,1087)
directory-entry: — Heinr., Arbtr., Hornerweg 233, ✉ 26 xyxy=(431,451,654,465)
directory-entry: — Max, Fensterputzer, Gärtnerstr. 23, H. 8, ✉ 20 xyxy=(431,1447,712,1461)
directory-entry: — O., Kaufm., Emilienstr. 30, ✉ 19 xyxy=(431,1478,628,1492)
directory-entry: — Heinr., Vice, Dammthorwall 81, ✉ 1 xyxy=(1111,1303,1331,1317)
directory-entry: Fraude, Aug., Hausdiener, Rostockerstrasse 30, ✉ 5 xyxy=(771,620,1070,634)
directory-entry: — Freese, Charles, I/Fa Beckhaus & Freese, Stubbenhuk 28, ✉ 11 xyxy=(1111,1007,1439,1036)
directory-entry: — R., Tischler, Rönnhaidstr. 31a, ✉ 22 xyxy=(771,1117,990,1131)
directory-entry: Franzius, R., Faberstr. 8, ✉ 19 xyxy=(431,1602,604,1616)
